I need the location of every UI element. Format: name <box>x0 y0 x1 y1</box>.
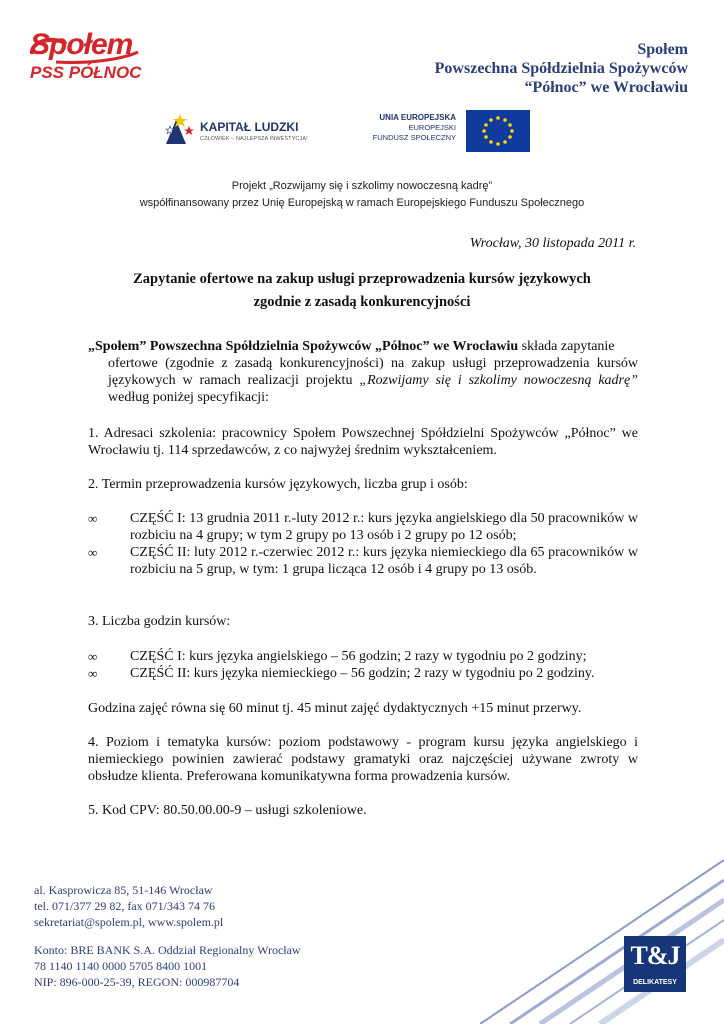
list-item-text: CZĘŚĆ II: kurs języka niemieckiego – 56 godzin; 2 razy w tygodniu po 2 godziny. <box>130 666 595 681</box>
intro-text-3: według poniżej specyfikacji: <box>108 390 269 405</box>
bullet-icon: ∞ <box>88 666 98 681</box>
list-item <box>88 544 638 578</box>
eu-flag-icon <box>466 110 530 152</box>
tj-logo-subtitle: DELIKATESY <box>633 979 677 986</box>
footer-bank-name: Konto: BRE BANK S.A. Oddział Regionalny Wrocław <box>34 943 301 957</box>
footer-ids: NIP: 896-000-25-39, REGON: 000987704 <box>34 975 240 989</box>
section-3-heading: 3. Liczba godzin kursów: <box>88 614 231 629</box>
eu-line-1: UNIA EUROPEJSKA <box>379 113 456 122</box>
section-2-heading: 2. Termin przeprowadzenia kursów językowych, liczba grup i osób: <box>88 477 468 492</box>
bullet-icon: ∞ <box>88 649 98 664</box>
eu-fund-label <box>368 113 456 143</box>
org-line-2: Powszechna Spółdzielnia Spożywców <box>434 60 688 77</box>
section-1: 1. Adresaci szkolenia: pracownicy Społem Powszechnej Spółdzielni Spożywców „Północ” we Wrocławiu tj. 114 sprzedawców, z co najwyżej średnim wykształceniem. <box>88 426 638 458</box>
document-title <box>0 268 724 314</box>
organization-name <box>435 40 688 97</box>
decorative-stripes <box>480 840 724 1029</box>
list-item <box>88 510 638 544</box>
bullet-icon: ∞ <box>88 511 98 526</box>
document-date: Wrocław, 30 listopada 2011 r. <box>469 236 636 251</box>
list-item-text: CZĘŚĆ I: 13 grudnia 2011 r.-luty 2012 r.: kurs języka angielskiego dla 50 pracowników w rozbiciu na 4 grupy; w tym 2 grupy po 13 osób i 2 grupy po 12 osób; <box>130 511 638 543</box>
kapital-ludzki-slogan: CZŁOWIEK – NAJLEPSZA INWESTYCJA! <box>200 136 308 142</box>
section-2-list <box>88 510 638 578</box>
project-line-1: Projekt „Rozwijamy się i szkolimy nowoczesną kadrę” <box>231 180 493 192</box>
org-line-1: Społem <box>637 41 688 58</box>
project-line-2: współfinansowany przez Unię Europejską w ramach Europejskiego Funduszu Społecznego <box>139 197 585 209</box>
footer-address: al. Kasprowicza 85, 51-146 Wrocław <box>34 883 213 897</box>
title-line-2: zgodnie z zasadą konkurencyjności <box>253 294 471 310</box>
section-3-list <box>88 648 638 682</box>
list-item-text: CZĘŚĆ I: kurs języka angielskiego – 56 godzin; 2 razy w tygodniu po 2 godziny; <box>130 649 587 664</box>
spolem-logo: Społem <box>30 28 133 61</box>
eu-line-2: EUROPEJSKI <box>408 123 456 132</box>
hour-note: Godzina zajęć równa się 60 minut tj. 45 minut zajęć dydaktycznych +15 minut przerwy. <box>88 701 582 716</box>
footer-bank <box>34 942 301 990</box>
kapital-ludzki-title: KAPITAŁ LUDZKI <box>200 120 299 134</box>
intro-paragraph <box>88 338 638 406</box>
list-item-text: CZĘŚĆ II: luty 2012 r.-czerwiec 2012 r.: kurs języka niemieckiego dla 65 pracowników w rozbiciu na 5 grup, w tym: 1 grupa licząca 12 osób i 4 grupy po 13 osób. <box>130 545 638 577</box>
org-line-3: “Północ” we Wrocławiu <box>524 79 688 96</box>
intro-project-name: „Rozwijamy się i szkolimy nowoczesną kadrę” <box>359 373 638 388</box>
tj-logo-text: T&J <box>630 941 680 970</box>
intro-text-1: składa zapytanie <box>518 339 615 354</box>
eu-line-3: FUNDUSZ SPOŁECZNY <box>372 133 456 142</box>
title-line-1: Zapytanie ofertowe na zakup usługi przeprowadzenia kursów językowych <box>133 271 591 287</box>
list-item <box>88 648 638 665</box>
kapital-ludzki-emblem <box>162 110 198 155</box>
pss-polnoc-logo: PSS PÓŁNOC <box>30 63 142 82</box>
intro-org-name: „Społem” Powszechna Spółdzielnia Spożywców „Północ” we Wrocławiu <box>88 339 519 354</box>
footer-account: 78 1140 1140 0000 5705 8400 1001 <box>34 959 208 973</box>
footer-web[interactable]: sekretariat@spolem.pl, www.spolem.pl <box>34 915 224 929</box>
list-item <box>88 665 638 682</box>
footer-phone: tel. 071/377 29 82, fax 071/343 74 76 <box>34 899 215 913</box>
project-info <box>0 178 724 212</box>
footer-contact <box>34 882 223 930</box>
intro-text-2: ofertowe (zgodnie z zasadą konkurencyjności) na zakup usługi przeprowadzenia kursów językowych w ramach realizacji projektu <box>108 356 638 388</box>
bullet-icon: ∞ <box>88 545 98 560</box>
section-5: 5. Kod CPV: 80.50.00.00-9 – usługi szkoleniowe. <box>88 803 367 818</box>
section-4: 4. Poziom i tematyka kursów: poziom podstawowy - program kursu języka angielskiego i niemieckiego powinien zawierać podstawy gramatyki oraz najczęściej używane zwroty w obsłudze klienta. Preferowana komunikatywna forma prowadzenia kursów. <box>88 735 638 784</box>
